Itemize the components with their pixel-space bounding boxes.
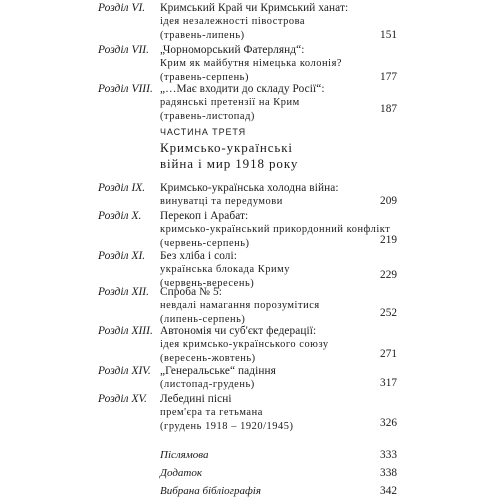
chapter-title-line: ідея кримсько-українського союзу: [160, 339, 329, 350]
page-number: 151: [380, 29, 397, 41]
page-number: 342: [380, 485, 397, 497]
chapter-title-line: (листопад-грудень): [160, 379, 255, 390]
page-number: 252: [380, 307, 397, 319]
chapter-title-line: (травень-серпень): [160, 72, 249, 83]
section-label: Післямова: [160, 449, 209, 461]
part-label: ЧАСТИНА ТРЕТЯ: [160, 127, 246, 137]
page-number: 177: [380, 71, 397, 83]
chapter-title-line: винуватці та передумови: [160, 196, 283, 207]
chapter-title-line: Крим як майбутня німецька колонія?: [160, 58, 343, 69]
chapter-title: [160, 181, 370, 209]
chapter-label: Розділ XIV.: [98, 365, 151, 377]
chapter-title-line: радянські претензії на Крим: [160, 97, 300, 108]
page-number: 326: [380, 417, 397, 429]
chapter-label: Розділ XV.: [98, 393, 147, 405]
chapter-title-line: (липень-серпень): [160, 314, 246, 325]
part-title-line: Кримсько-українські: [160, 140, 293, 155]
chapter-title-line: (грудень 1918 – 1920/1945): [160, 421, 294, 432]
chapter-title-line: невдалі намагання порозумітися: [160, 300, 320, 311]
page-number: 219: [380, 234, 397, 246]
section-label: Додаток: [160, 467, 203, 479]
chapter-label: Розділ XIII.: [98, 325, 153, 337]
chapter-title-line: Автономія чи суб'єкт федерації:: [160, 325, 317, 337]
chapter-label: Розділ VII.: [98, 44, 150, 56]
chapter-title-line: (травень-липень): [160, 30, 245, 41]
chapter-title-line: українська блокада Криму: [160, 264, 291, 275]
chapter-label: Розділ IX.: [98, 182, 146, 194]
chapter-title: [160, 1, 370, 43]
chapter-title-line: „…Має входити до складу Росії“:: [160, 83, 325, 95]
chapter-title-line: Перекоп і Арабат:: [160, 210, 249, 222]
page-number: 271: [380, 348, 397, 360]
chapter-title-line: (червень-вересень): [160, 278, 255, 289]
chapter-title: [160, 82, 370, 124]
chapter-title: [160, 364, 370, 392]
page-number: 187: [380, 103, 397, 115]
chapter-title-line: (вересень-жовтень): [160, 353, 256, 364]
chapter-title-line: Кримський Край чи Кримський ханат:: [160, 2, 349, 14]
chapter-title-line: Спроба № 5:: [160, 286, 222, 298]
chapter-label: Розділ X.: [98, 210, 142, 222]
chapter-label: Розділ XII.: [98, 286, 150, 298]
page-number: 333: [380, 449, 397, 461]
chapter-label: Розділ VIII.: [98, 83, 153, 95]
page-number: 229: [380, 269, 397, 281]
chapter-title-line: прем'єра та гетьмана: [160, 407, 263, 418]
chapter-title: [160, 392, 370, 434]
chapter-title-line: (травень-листопад): [160, 111, 255, 122]
chapter-title-line: Кримсько-українська холодна війна:: [160, 182, 339, 194]
page-number: 209: [380, 195, 397, 207]
chapter-title-line: Без хліба і солі:: [160, 250, 238, 262]
chapter-label: Розділ XI.: [98, 250, 146, 262]
chapter-title: [160, 285, 370, 327]
chapter-title-line: кримсько-український прикордонний конфлікт: [160, 224, 391, 235]
chapter-title-line: „Генеральське“ падіння: [160, 365, 276, 377]
chapter-title: [160, 43, 370, 85]
chapter-title-line: (червень-серпень): [160, 238, 250, 249]
chapter-title-line: „Чорноморський Фатерлянд“:: [160, 44, 305, 56]
chapter-title: [160, 324, 370, 366]
chapter-title-line: Лебедині пісні: [160, 393, 232, 405]
part-title-line: війна і мир 1918 року: [160, 156, 299, 171]
page-number: 338: [380, 467, 397, 479]
chapter-title-line: ідея незалежності півострова: [160, 16, 306, 27]
page-number: 317: [380, 377, 397, 389]
chapter-label: Розділ VI.: [98, 2, 146, 14]
section-label: Вибрана бібліографія: [160, 485, 261, 497]
part-title: [160, 140, 298, 172]
